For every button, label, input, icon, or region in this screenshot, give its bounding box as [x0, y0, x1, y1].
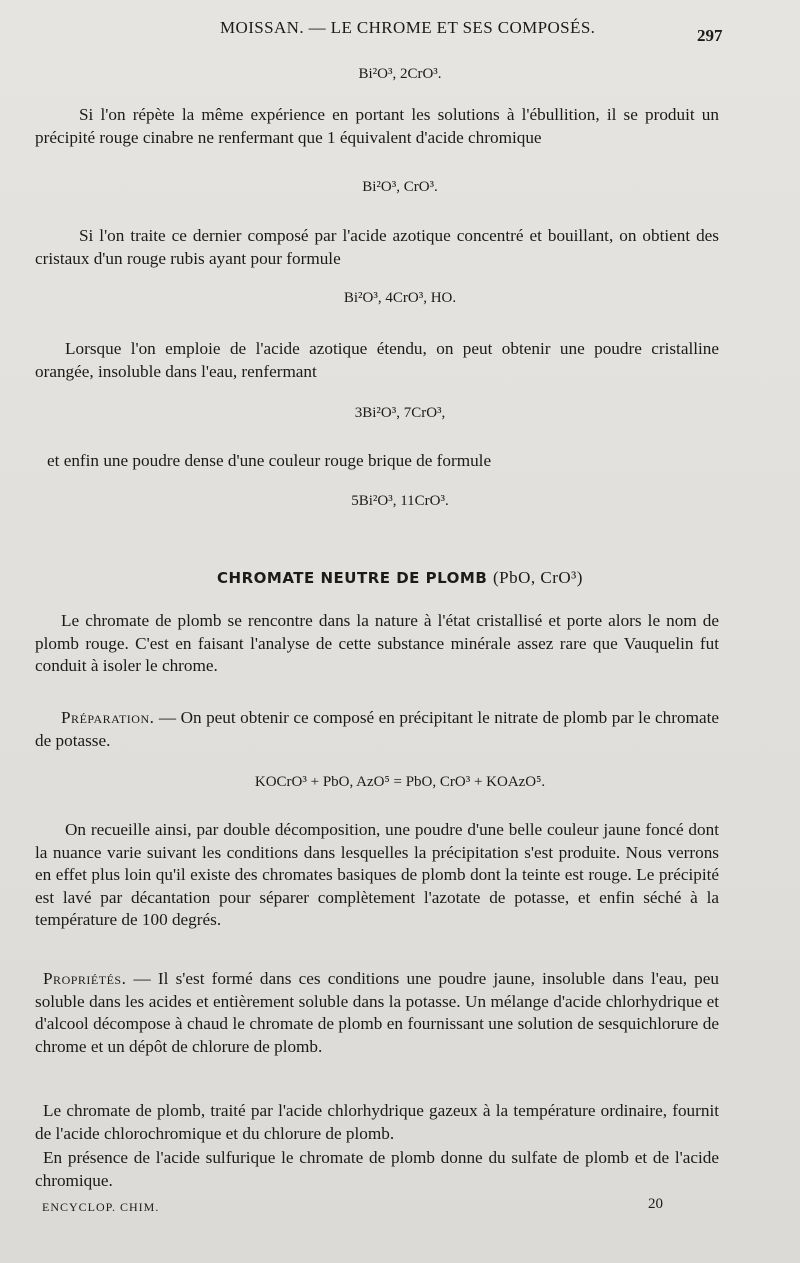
formula-ruby-crystals: Bi²O³, 4CrO³, HO.: [343, 290, 457, 306]
section-heading-formula: (PbO, CrO³): [493, 568, 583, 587]
paragraph-yellow-powder: On recueille ainsi, par double décomposition, une poudre d'une belle couleur jaune foncé dont la nuance varie suivant les conditions dans lesquelles la précipitation s'est produite. Nous verrons en effet plus loin qu'il existe des chromates basiques de plomb dont la teinte est rouge. Le précipité est lavé par décantation pour séparer complètement l'azotate de potasse, et enfin séché à la température de 100 degrés.: [35, 820, 719, 929]
formula-bismuth-chromate: Bi²O³, CrO³.: [362, 179, 438, 195]
paragraph-preparation: [35, 707, 719, 752]
paragraph-sulfuric-acid: En présence de l'acide sulfurique le chromate de plomb donne du sulfate de plomb et de l'acide chromique.: [35, 1148, 719, 1190]
formula-bismuth-dichromate: Bi²O³, 2CrO³.: [358, 66, 442, 82]
paragraph-hydrochloric-gas: Le chromate de plomb, traité par l'acide chlorhydrique gazeux à la température ordinaire, fournit de l'acide chlorochromique et du chlorure de plomb.: [35, 1101, 719, 1143]
preparation-lead: Préparation.: [61, 708, 155, 727]
paragraph-boiling-solutions: Si l'on répète la même expérience en portant les solutions à l'ébullition, il se produit un précipité rouge cinabre ne renfermant que 1 équivalent d'acide chromique: [35, 105, 719, 147]
footer-sheet-number: 20: [648, 1196, 663, 1212]
paragraph-nitric-acid-dilute: Lorsque l'on emploie de l'acide azotique étendu, on peut obtenir une poudre cristalline orangée, insoluble dans l'eau, renfermant: [35, 339, 719, 381]
running-title: MOISSAN. — LE CHROME ET SES COMPOSÉS.: [220, 18, 596, 37]
section-heading-title: CHROMATE NEUTRE DE PLOMB: [217, 569, 488, 587]
formula-brick-red-powder: 5Bi²O³, 11CrO³.: [351, 493, 449, 509]
paragraph-properties: [35, 968, 719, 1058]
formula-orange-powder: 3Bi²O³, 7CrO³,: [354, 405, 446, 421]
properties-text: — Il s'est formé dans ces conditions une poudre jaune, insoluble dans l'eau, peu soluble dans les acides et entièrement soluble dans la potasse. Un mélange d'acide chlorhydrique et d'alcool décompose à chaud le chromate de plomb en fournissant une solution de sesquichlorure de chrome et un dépôt de chlorure de plomb.: [35, 969, 719, 1056]
footer-signature: ENCYCLOP. CHIM.: [42, 1200, 160, 1214]
paragraph-natural-occurrence: Le chromate de plomb se rencontre dans la nature à l'état cristallisé et porte alors le nom de plomb rouge. C'est en faisant l'analyse de cette substance minérale assez rare que Vauquelin fut conduit à isoler le chrome.: [35, 611, 719, 675]
paragraph-brick-red-powder: et enfin une poudre dense d'une couleur rouge brique de formule: [47, 451, 492, 470]
properties-lead: Propriétés.: [43, 969, 127, 988]
equation-double-decomposition: KOCrO³ + PbO, AzO⁵ = PbO, CrO³ + KOAzO⁵.: [254, 774, 546, 790]
page-number: 297: [697, 26, 723, 45]
paragraph-nitric-acid-concentrated: Si l'on traite ce dernier composé par l'acide azotique concentré et bouillant, on obtient des cristaux d'un rouge rubis ayant pour formule: [35, 226, 719, 268]
preparation-text: — On peut obtenir ce composé en précipitant le nitrate de plomb par le chromate de potasse.: [35, 708, 719, 750]
section-heading-lead-chromate: [0, 568, 800, 588]
